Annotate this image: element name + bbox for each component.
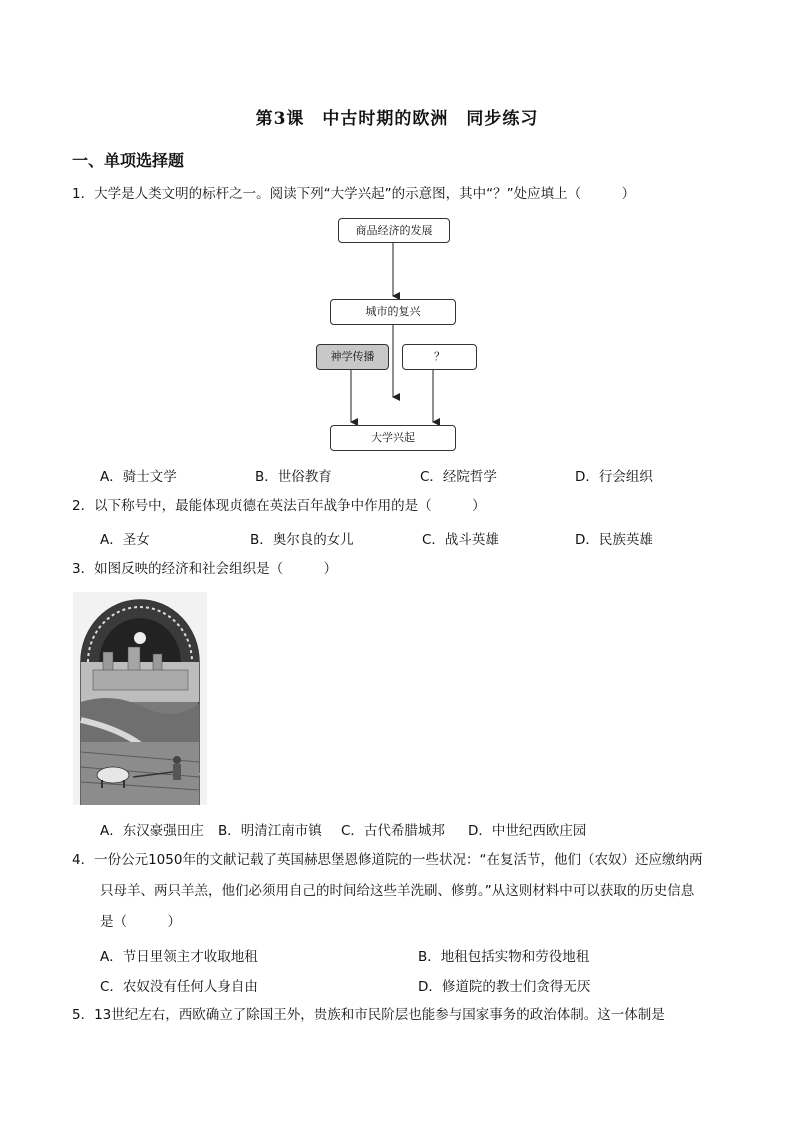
manor-illustration xyxy=(73,592,207,805)
box-question-mark: ？ xyxy=(402,344,477,370)
box-theology: 神学传播 xyxy=(316,344,389,370)
option-a[interactable]: A．圣女 xyxy=(100,532,150,548)
question-4-line-1: 4．一份公元1050年的文献记载了英国赫思堡恩修道院的一些状况：“在复活节，他们（农奴）还应缴纳两 xyxy=(72,852,703,868)
question-4-line-3: 是（ ） xyxy=(100,914,181,930)
option-c[interactable]: C．经院哲学 xyxy=(420,469,497,485)
option-a[interactable]: A．节日里领主才收取地租 xyxy=(100,949,258,965)
question-4-line-2: 只母羊、两只羊羔，他们必须用自己的时间给这些羊洗刷、修剪。”从这则材料中可以获取的历史信息 xyxy=(100,883,695,899)
option-a[interactable]: A．骑士文学 xyxy=(100,469,177,485)
question-5-stem: 5．13世纪左右，西欧确立了除国王外，贵族和市民阶层也能参与国家事务的政治体制。这一体制是 xyxy=(72,1007,665,1023)
section-heading: 一、单项选择题 xyxy=(72,151,185,170)
option-d[interactable]: D．行会组织 xyxy=(575,469,653,485)
option-b[interactable]: B．明清江南市镇 xyxy=(218,823,322,839)
option-b[interactable]: B．世俗教育 xyxy=(255,469,332,485)
option-a[interactable]: A．东汉豪强田庄 xyxy=(100,823,204,839)
option-c[interactable]: C．古代希腊城邦 xyxy=(341,823,445,839)
option-b[interactable]: B．地租包括实物和劳役地租 xyxy=(418,949,590,965)
box-city-revival: 城市的复兴 xyxy=(330,299,456,325)
option-c[interactable]: C．战斗英雄 xyxy=(422,532,499,548)
question-1-stem: 1．大学是人类文明的标杆之一。阅读下列“大学兴起”的示意图，其中“？”处应填上（ ） xyxy=(72,186,636,202)
box-commodity-economy: 商品经济的发展 xyxy=(338,218,450,243)
question-3-stem: 3．如图反映的经济和社会组织是（ ） xyxy=(72,561,338,577)
option-d[interactable]: D．修道院的教士们贪得无厌 xyxy=(418,979,591,995)
box-university-rise: 大学兴起 xyxy=(330,425,456,451)
question-2-stem: 2．以下称号中，最能体现贞德在英法百年战争中作用的是（ ） xyxy=(72,498,486,514)
option-c[interactable]: C．农奴没有任何人身自由 xyxy=(100,979,258,995)
option-d[interactable]: D．中世纪西欧庄园 xyxy=(468,823,587,839)
option-b[interactable]: B．奥尔良的女儿 xyxy=(250,532,354,548)
page-title: 第3课 中古时期的欧洲 同步练习 xyxy=(255,109,539,129)
option-d[interactable]: D．民族英雄 xyxy=(575,532,653,548)
